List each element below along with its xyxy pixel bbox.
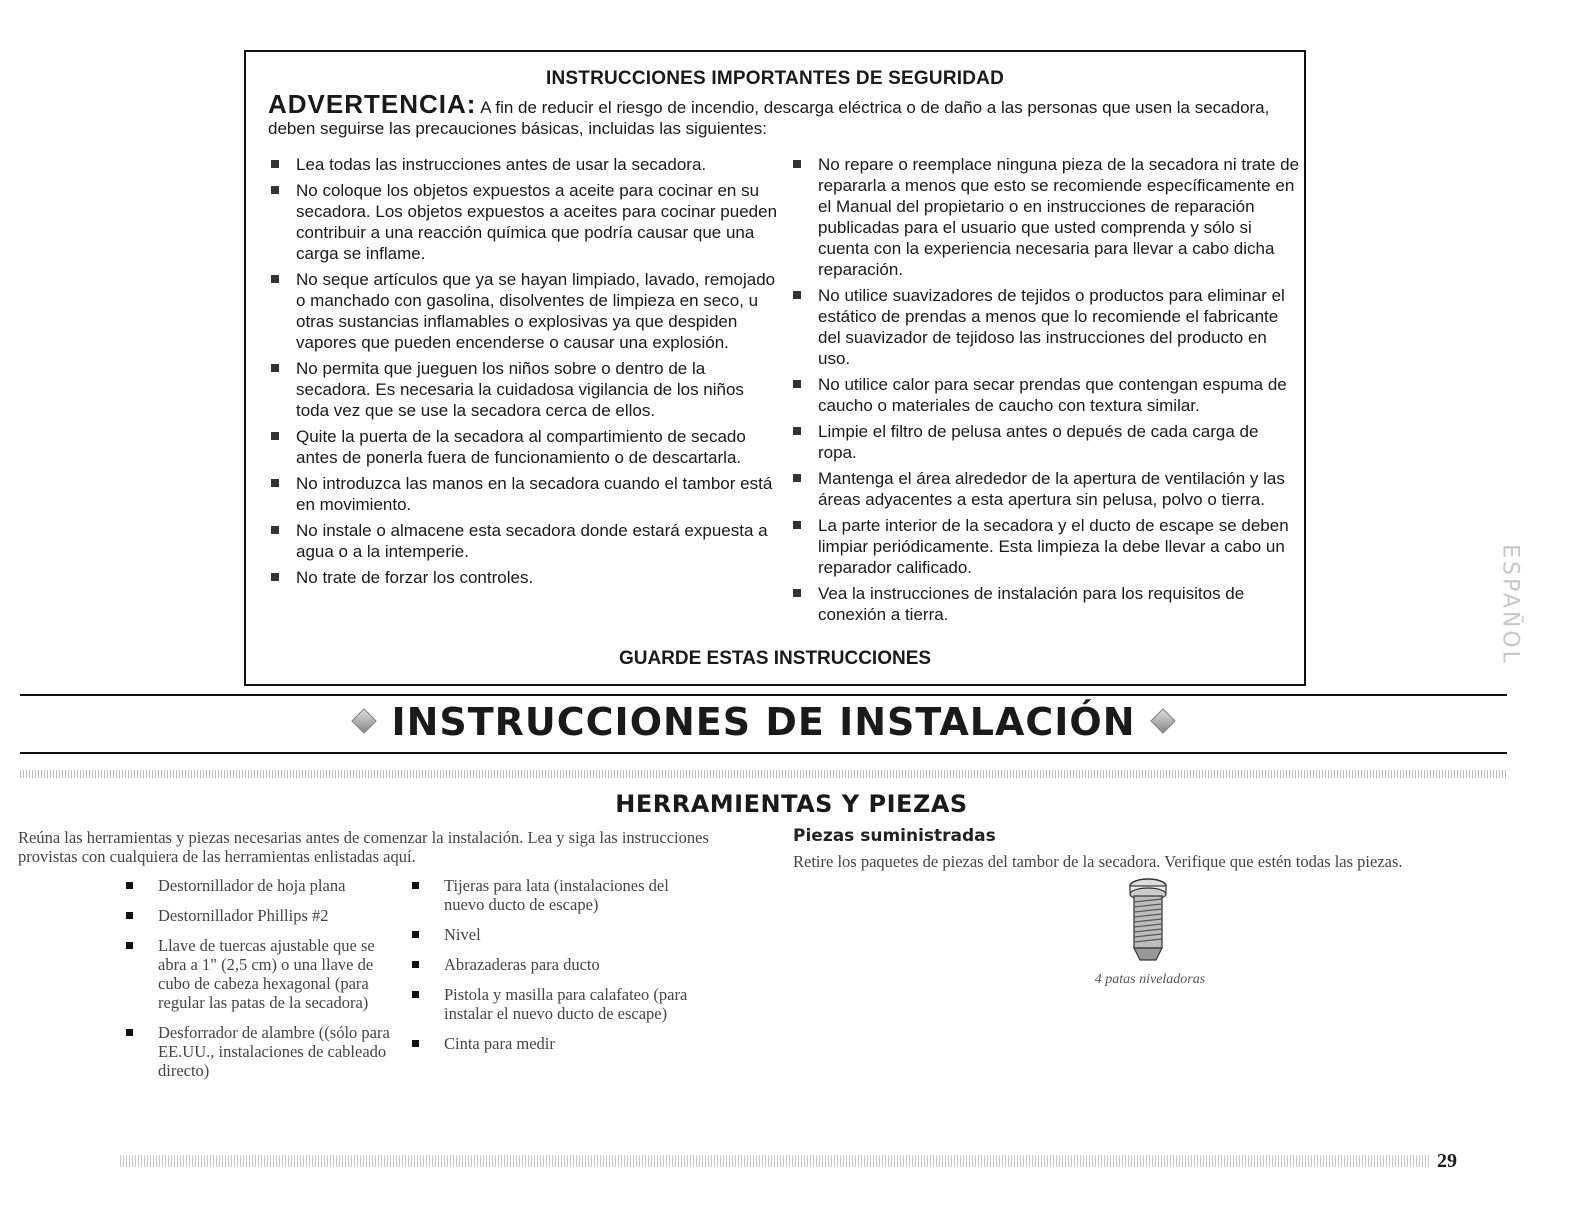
list-item: Desforrador de alambre ((sólo para EE.UU., instalaciones de cableado directo): [126, 1023, 396, 1080]
diamond-icon: [1150, 708, 1175, 733]
list-item: No utilice calor para secar prendas que contengan espuma de caucho o materiales de caucho con textura similar.: [790, 374, 1300, 416]
safety-list-left: [268, 154, 778, 593]
list-item: No trate de forzar los controles.: [268, 567, 778, 588]
tools-title: HERRAMIENTAS Y PIEZAS: [615, 790, 968, 818]
list-item: Limpie el filtro de pelusa antes o depués de cada carga de ropa.: [790, 421, 1300, 463]
diamond-icon: [352, 708, 377, 733]
list-item: Destornillador Phillips #2: [126, 906, 396, 925]
safety-title: INSTRUCCIONES IMPORTANTES DE SEGURIDAD: [546, 68, 1004, 89]
list-item: Quite la puerta de la secadora al compartimiento de secado antes de ponerla fuera de funcionamiento o de descartarla.: [268, 426, 778, 468]
list-item: No utilice suavizadores de tejidos o productos para eliminar el estático de prendas a menos que lo recomiende el fabricante del suavizador de tejidoso las instrucciones del producto en uso.: [790, 285, 1300, 369]
list-item: No seque artículos que ya se hayan limpiado, lavado, remojado o manchado con gasolina, disolventes de limpieza en seco, u otras sustancias inflamables o explosivas ya que despiden vapores que pueden encenderse o causar una explosión.: [268, 269, 778, 353]
warning-paragraph: [268, 89, 1288, 139]
install-title-text: INSTRUCCIONES DE INSTALACIÓN: [391, 700, 1136, 744]
tools-list-right: [412, 876, 692, 1064]
list-item: No permita que jueguen los niños sobre o dentro de la secadora. Es necesaria la cuidadosa vigilancia de los niños toda vez que se use la secadora cerca de ellos.: [268, 358, 778, 421]
list-item: Abrazaderas para ducto: [412, 955, 692, 974]
list-item: Lea todas las instrucciones antes de usar la secadora.: [268, 154, 778, 175]
list-item: No coloque los objetos expuestos a aceite para cocinar en su secadora. Los objetos expuestos a aceites para cocinar pueden contribuir a una reacción química que podría causar que una carga se inflame.: [268, 180, 778, 264]
safety-list-right: [790, 154, 1300, 630]
list-item: Mantenga el área alrededor de la apertura de ventilación y las áreas adyacentes a esta apertura sin pelusa, polvo o tierra.: [790, 468, 1300, 510]
warning-text: A fin de reducir el riesgo de incendio, descarga eléctrica o de daño a las personas que usen la secadora, deben seguirse las precauciones básicas, incluidas las siguientes:: [268, 98, 1270, 138]
list-item: No repare o reemplace ninguna pieza de la secadora ni trate de repararla a menos que esto se recomiende específicamente en el Manual del propietario o en instrucciones de reparación publicadas para el usuario que usted comprenda y sólo si cuenta con la experiencia necesaria para llevar a cabo dicha reparación.: [790, 154, 1300, 280]
leveling-leg-illustration: [1120, 874, 1176, 964]
supplied-text: Retire los paquetes de piezas del tambor de la secadora. Verifique que estén todas las piezas.: [793, 852, 1403, 871]
list-item: Llave de tuercas ajustable que se abra a 1" (2,5 cm) o una llave de cubo de cabeza hexagonal (para regular las patas de la secadora): [126, 936, 396, 1012]
supplied-heading: Piezas suministradas: [793, 826, 996, 846]
hatch-band: [20, 770, 1507, 778]
divider-bottom: [20, 752, 1507, 754]
save-instructions: GUARDE ESTAS INSTRUCCIONES: [618, 648, 932, 669]
list-item: Tijeras para lata (instalaciones del nuevo ducto de escape): [412, 876, 692, 914]
list-item: No introduzca las manos en la secadora cuando el tambor está en movimiento.: [268, 473, 778, 515]
leg-caption: 4 patas niveladoras: [1094, 972, 1206, 987]
list-item: Cinta para medir: [412, 1034, 692, 1053]
list-item: La parte interior de la secadora y el ducto de escape se deben limpiar periódicamente. Esta limpieza la debe llevar a cabo un reparador calificado.: [790, 515, 1300, 578]
list-item: Nivel: [412, 925, 692, 944]
safety-box: [244, 50, 1306, 686]
tools-list-left: [126, 876, 396, 1091]
gather-paragraph: Reúna las herramientas y piezas necesarias antes de comenzar la instalación. Lea y siga las instrucciones provistas con cualquiera de las herramientas enlistadas aquí.: [18, 828, 709, 866]
page-number: 29: [1437, 1150, 1457, 1172]
list-item: No instale o almacene esta secadora donde estará expuesta a agua o a la intemperie.: [268, 520, 778, 562]
footer-hatch: [120, 1155, 1430, 1167]
list-item: Vea la instrucciones de instalación para los requisitos de conexión a tierra.: [790, 583, 1300, 625]
warning-label: ADVERTENCIA:: [268, 89, 477, 119]
language-label: ESPAÑOL: [1497, 544, 1523, 666]
list-item: Pistola y masilla para calafateo (para instalar el nuevo ducto de escape): [412, 985, 692, 1023]
section-title: [20, 700, 1507, 744]
divider-top: [20, 694, 1507, 696]
language-side-tab: [1490, 530, 1530, 680]
list-item: Destornillador de hoja plana: [126, 876, 396, 895]
